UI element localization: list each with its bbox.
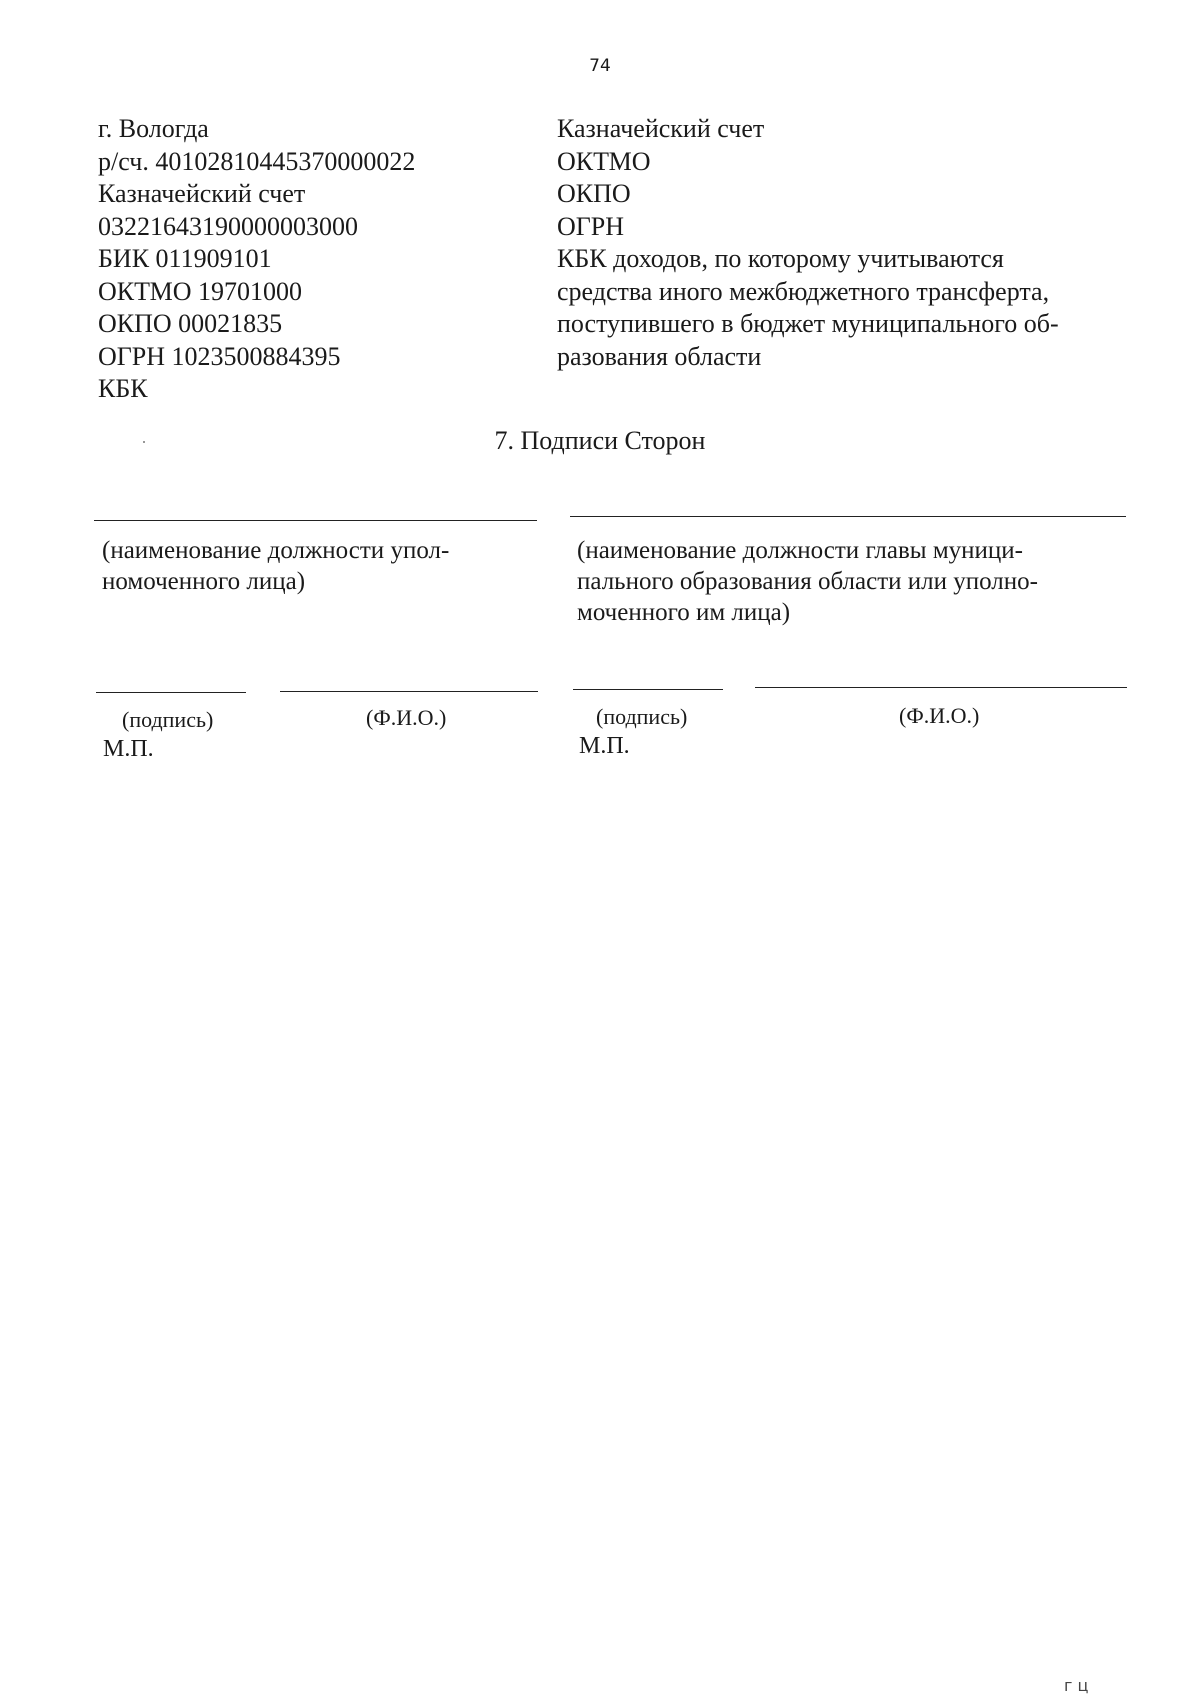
settlement-account-line: р/сч. 40102810445370000022 <box>98 146 416 176</box>
left-position-line <box>94 520 537 521</box>
left-position-caption <box>102 535 542 597</box>
caption-line: (наименование должности упол- <box>102 537 450 564</box>
right-position-caption <box>577 535 1137 628</box>
ogrn-line: ОГРН <box>557 211 625 241</box>
treasury-account-number: 03221643190000003000 <box>98 211 358 241</box>
kbk-income-line: поступившего в бюджет муниципального об- <box>557 309 1059 338</box>
caption-line: (наименование должности главы муници- <box>577 537 1024 564</box>
right-stamp-mark: М.П. <box>579 733 630 759</box>
section-title: 7. Подписи Сторон <box>494 426 706 455</box>
oktmo-line: ОКТМО 19701000 <box>98 276 303 306</box>
treasury-account-label: Казначейский счет <box>557 114 765 143</box>
right-name-caption: (Ф.И.О.) <box>899 703 980 728</box>
left-stamp-mark: М.П. <box>103 736 154 762</box>
oktmo-line: ОКТМО <box>557 146 651 176</box>
kbk-line: КБК <box>98 374 148 403</box>
kbk-income-line: КБК доходов, по которому учитываются <box>557 244 1004 273</box>
left-signature-caption: (подпись) <box>122 707 214 732</box>
left-name-caption: (Ф.И.О.) <box>366 705 447 730</box>
right-signature-caption: (подпись) <box>596 704 688 729</box>
right-signature-line <box>573 689 723 690</box>
okpo-line: ОКПО 00021835 <box>98 309 283 338</box>
caption-line: номоченного лица) <box>102 568 306 595</box>
right-name-line <box>755 687 1127 688</box>
treasury-account-label: Казначейский счет <box>98 179 306 208</box>
left-name-line <box>280 691 538 692</box>
caption-line: пального образования области или уполно- <box>577 568 1038 595</box>
recipient-requisites <box>557 113 1147 373</box>
kbk-income-line: средства иного межбюджетного трансферта, <box>557 276 1050 306</box>
right-position-line <box>570 516 1126 517</box>
payer-requisites <box>98 113 538 406</box>
corner-mark: г ц <box>1064 1676 1089 1695</box>
left-signature-line <box>96 692 246 693</box>
kbk-income-line: разования области <box>557 341 762 371</box>
bik-line: БИК 011909101 <box>98 244 272 273</box>
caption-line: моченного им лица) <box>577 599 791 626</box>
okpo-line: ОКПО <box>557 179 631 208</box>
ogrn-line: ОГРН 1023500884395 <box>98 341 341 371</box>
city-line: г. Вологда <box>98 114 209 143</box>
page-number: 74 <box>589 56 611 76</box>
